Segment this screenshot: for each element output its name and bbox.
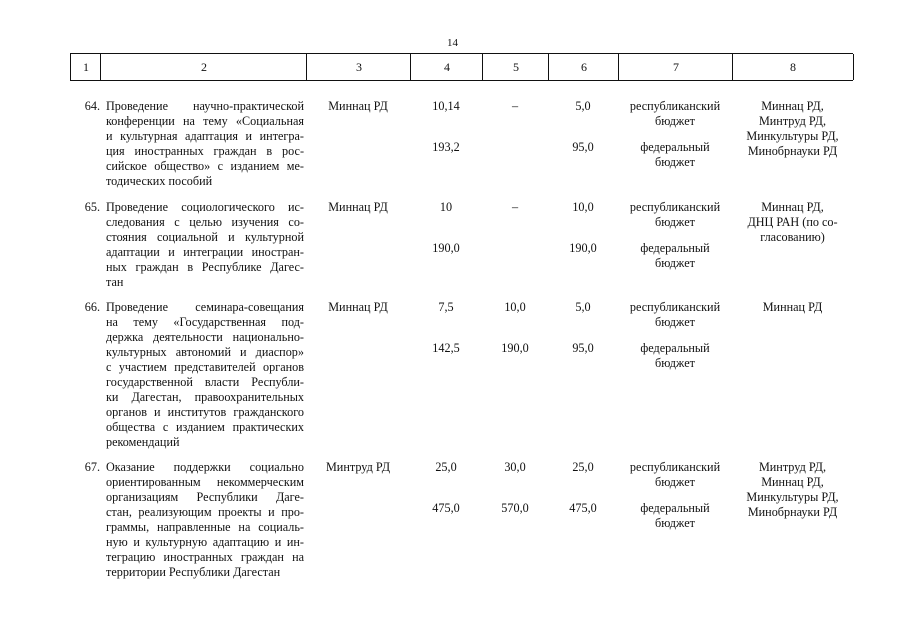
description-line: государственной власти Республи- [106, 375, 304, 389]
amount-col6: 5,0 [575, 99, 591, 113]
funding-source-line: федеральный [640, 341, 710, 355]
header-col-3: 3 [306, 54, 411, 80]
row-description [106, 300, 304, 450]
funding-source-line: бюджет [655, 475, 695, 489]
funding-source-line: республиканский [629, 460, 721, 474]
description-line: держка деятельности национально- [106, 330, 304, 344]
amount-col6: 25,0 [572, 460, 594, 474]
funding-source-line: федеральный [640, 241, 710, 255]
header-col-7: 7 [618, 54, 733, 80]
responsible-body-line: гласованию) [760, 230, 825, 244]
responsible-body-line: Миннац РД, [761, 99, 824, 113]
amount-col6: 95,0 [572, 140, 594, 154]
description-line: Проведение социологического ис- [106, 200, 304, 214]
responsible-bodies [732, 460, 853, 520]
description-line: адаптации и интеграции иностран- [106, 245, 304, 259]
description-line: организациям Республики Даге- [106, 490, 304, 504]
funding-source [618, 241, 732, 271]
funding-source [618, 200, 732, 230]
funding-source [618, 341, 732, 371]
description-line: на тему «Государственная под- [106, 315, 304, 329]
responsible-body-line: Минобрнауки РД [747, 144, 838, 158]
header-col-5: 5 [482, 54, 549, 80]
funding-source [618, 140, 732, 170]
funding-source-line: бюджет [655, 356, 695, 370]
amount-total: 142,5 [432, 341, 460, 355]
amount-total: 7,5 [438, 300, 454, 314]
row-executor: Миннац РД [328, 99, 388, 113]
description-line: стан, реализующим проекты и про- [106, 505, 304, 519]
amount-col5: 570,0 [501, 501, 529, 515]
amount-total: 25,0 [435, 460, 457, 474]
description-line: ную и культурную адаптацию и ин- [106, 535, 304, 549]
description-line: граммы, направленные на социаль- [106, 520, 304, 534]
funding-source-line: республиканский [629, 99, 721, 113]
funding-source-line: республиканский [629, 200, 721, 214]
funding-source-line: бюджет [655, 516, 695, 530]
description-line: Проведение семинара-совещания [106, 300, 304, 314]
amount-total: 475,0 [432, 501, 460, 515]
description-line: ных граждан в Республике Дагес- [106, 260, 304, 274]
header-col-8: 8 [732, 54, 854, 80]
responsible-bodies [732, 300, 853, 315]
row-number: 65. [84, 200, 100, 214]
header-col-4: 4 [410, 54, 483, 80]
amount-total: 190,0 [432, 241, 460, 255]
description-line: с участием представителей органов [106, 360, 304, 374]
description-line: территории Республики Дагестан [106, 565, 281, 579]
amount-col6: 95,0 [572, 341, 594, 355]
responsible-body-line: Миннац РД, [761, 200, 824, 214]
funding-source-line: федеральный [640, 140, 710, 154]
description-line: ки Дагестан, правоохранительных [106, 390, 304, 404]
row-description [106, 460, 304, 580]
funding-source-line: бюджет [655, 155, 695, 169]
row-executor: Минтруд РД [325, 460, 391, 474]
funding-source-line: бюджет [655, 215, 695, 229]
description-line: общества с изданием практических [106, 420, 304, 434]
page-number: 14 [447, 37, 458, 49]
description-line: Проведение научно-практической [106, 99, 304, 113]
amount-col5: 190,0 [501, 341, 529, 355]
responsible-body-line: Минкультуры РД, [746, 490, 839, 504]
amount-col6: 10,0 [572, 200, 594, 214]
header-col-2: 2 [100, 54, 307, 80]
responsible-body-line: Минкультуры РД, [746, 129, 839, 143]
header-col-6: 6 [548, 54, 619, 80]
amount-col5: 30,0 [504, 460, 526, 474]
responsible-bodies [732, 99, 853, 159]
funding-source-line: бюджет [655, 315, 695, 329]
amount-col5: – [511, 200, 519, 214]
amount-total: 10 [439, 200, 453, 214]
header-col-1: 1 [70, 54, 101, 80]
row-executor: Миннац РД [328, 200, 388, 214]
description-line: стояния социальной и культурной [106, 230, 304, 244]
funding-source [618, 501, 732, 531]
amount-col5: 10,0 [504, 300, 526, 314]
responsible-bodies [732, 200, 853, 245]
responsible-body-line: Минтруд РД, [758, 114, 827, 128]
description-line: конференции на тему «Социальная [106, 114, 304, 128]
funding-source [618, 99, 732, 129]
description-line: культурных автономий и диаспор» [106, 345, 304, 359]
description-line: рекомендаций [106, 435, 180, 449]
description-line: теграцию иностранных граждан на [106, 550, 304, 564]
responsible-body-line: Миннац РД [762, 300, 823, 314]
row-number: 64. [84, 99, 100, 113]
row-number: 67. [84, 460, 100, 474]
row-description [106, 99, 304, 189]
table-header [70, 53, 853, 81]
row-number: 66. [84, 300, 100, 314]
funding-source [618, 300, 732, 330]
funding-source-line: бюджет [655, 256, 695, 270]
amount-col6: 5,0 [575, 300, 591, 314]
responsible-body-line: Минобрнауки РД [747, 505, 838, 519]
description-line: ориентированным некоммерческим [106, 475, 304, 489]
funding-source-line: федеральный [640, 501, 710, 515]
amount-total: 193,2 [432, 140, 460, 154]
amount-col5: – [511, 99, 519, 113]
funding-source [618, 460, 732, 490]
responsible-body-line: Миннац РД, [761, 475, 824, 489]
description-line: ция иностранных граждан в рос- [106, 144, 304, 158]
row-executor: Миннац РД [328, 300, 388, 314]
funding-source-line: бюджет [655, 114, 695, 128]
description-line: Оказание поддержки социально [106, 460, 304, 474]
amount-col6: 190,0 [569, 241, 597, 255]
row-description [106, 200, 304, 290]
responsible-body-line: ДНЦ РАН (по со- [747, 215, 838, 229]
responsible-body-line: Минтруд РД, [758, 460, 827, 474]
funding-source-line: республиканский [629, 300, 721, 314]
description-line: сийское общество» с изданием ме- [106, 159, 304, 173]
description-line: следования с целью изучения со- [106, 215, 304, 229]
description-line: тан [106, 275, 124, 289]
description-line: органов и институтов гражданского [106, 405, 304, 419]
description-line: тодических пособий [106, 174, 213, 188]
description-line: и культурная адаптация и интегра- [106, 129, 304, 143]
amount-total: 10,14 [432, 99, 460, 113]
amount-col6: 475,0 [569, 501, 597, 515]
